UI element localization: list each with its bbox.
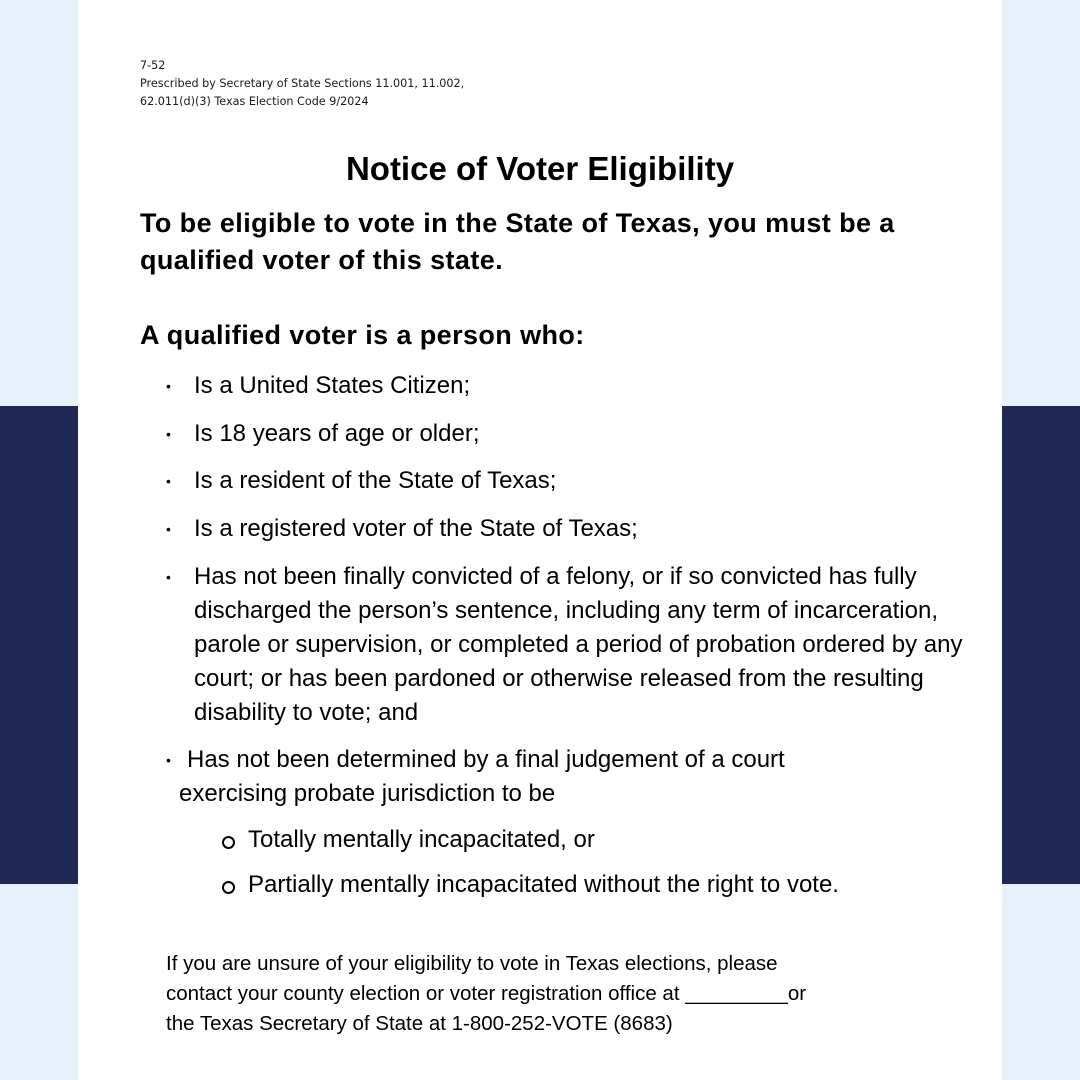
criteria-item-probate <box>166 743 886 811</box>
notice-document <box>78 0 1002 1080</box>
bullet-icon: • <box>166 521 171 537</box>
bullet-icon: • <box>166 378 171 394</box>
criteria-item-registered <box>166 512 966 546</box>
criteria-text: Is a United States Citizen; <box>194 372 471 399</box>
form-header <box>140 57 464 111</box>
criteria-text: Has not been determined by a final judgement of a court exercising probate jurisdiction to be <box>179 746 785 807</box>
criteria-item-resident <box>166 464 966 498</box>
bullet-icon: • <box>166 473 171 489</box>
criteria-text: Is a resident of the State of Texas; <box>194 467 557 494</box>
criteria-item-felony <box>166 560 966 730</box>
criteria-text: Is 18 years of age or older; <box>194 420 480 447</box>
circle-bullet-icon <box>222 836 235 849</box>
contact-notice-line-1: If you are unsure of your eligibility to vote in Texas elections, please <box>166 952 778 975</box>
contact-notice-line-2: contact your county election or voter registration office at _________or <box>166 982 807 1005</box>
form-prescribed-line-1: Prescribed by Secretary of State Sections 11.001, 11.002, <box>140 77 465 90</box>
page-title: Notice of Voter Eligibility <box>345 150 735 187</box>
criteria-text: Has not been finally convicted of a felony, or if so convicted has fully discharged the person’s sentence, including any term of incarceration, parole or supervision, or completed a period of probation ordered by any court; or has been pardoned or otherwise released from the resulting disability to vote; and <box>194 563 963 726</box>
qualified-voter-heading: A qualified voter is a person who: <box>140 320 585 350</box>
criteria-item-age <box>166 417 966 451</box>
contact-notice-line-3: the Texas Secretary of State at 1-800-252-VOTE (8683) <box>166 1012 673 1035</box>
bullet-icon: • <box>166 752 171 768</box>
form-prescribed-line-2: 62.011(d)(3) Texas Election Code 9/2024 <box>140 95 369 108</box>
criteria-item-citizen <box>166 369 966 403</box>
circle-bullet-icon <box>222 881 235 894</box>
form-number: 7-52 <box>140 59 166 72</box>
criteria-text: Is a registered voter of the State of Texas; <box>194 515 638 542</box>
contact-notice <box>166 949 966 1039</box>
sub-criteria-totally-incapacitated: Totally mentally incapacitated, or <box>248 826 595 853</box>
bullet-icon: • <box>166 426 171 442</box>
bullet-icon: • <box>166 569 171 585</box>
intro-statement: To be eligible to vote in the State of Texas, you must be a qualified voter of this state. <box>140 208 895 275</box>
sub-criteria-partially-incapacitated: Partially mentally incapacitated without the right to vote. <box>248 871 839 898</box>
